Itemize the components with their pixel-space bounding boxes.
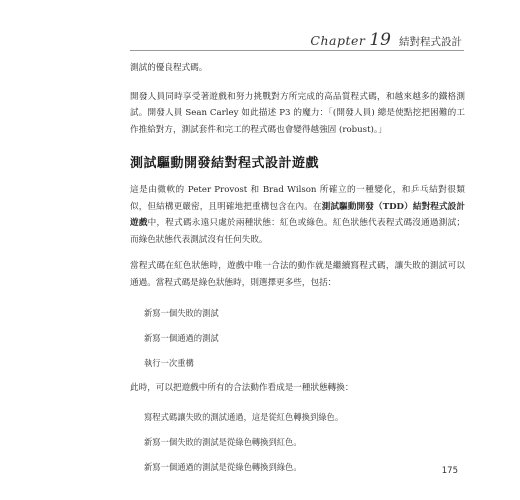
paragraph-2-text-b: 中，程式碼永遠只處於兩種狀態：紅色或綠色。紅色狀態代表程式碼沒通過測試；而綠色狀態代表測試沒有任何失敗。 bbox=[130, 218, 465, 245]
intro-line: 測試的優良程式碼。 bbox=[130, 63, 208, 73]
section-heading: 測試驅動開發結對程式設計遊戲 bbox=[130, 156, 320, 172]
page-number: 175 bbox=[441, 466, 458, 476]
paragraph-4: 此時，可以把遊戲中所有的合法動作看成是一種狀態轉換： bbox=[130, 382, 354, 393]
option-item: 新寫一個通過的測試 bbox=[144, 332, 219, 343]
paragraph-3: 當程式碼在紅色狀態時，遊戲中唯一合法的動作就是繼續寫程式碼，讓失敗的測試可以通過。當程式碼是綠色狀態時，則選擇更多些，包括： bbox=[130, 261, 465, 288]
option-item: 執行一次重構 bbox=[144, 357, 194, 368]
paragraph-1: 開發人員同時享受著遊戲和努力挑戰對方所完成的高品質程式碼，和越來越多的鐵格測試。開發人員 Sean Carley 如此描述 P3 的魔力：「(開發人員) 總是使點挖把困難的工作推給對方，測試套件和完工的程式碼也會變得越強固 (robust)。」 bbox=[130, 91, 465, 135]
page-body bbox=[130, 60, 465, 475]
paragraph-2-text-a: 這是由微軟的 Peter Provost 和 Brad Wilson 所確立的一種變化，和乒乓結對很類似，但結構更嚴密，且明確地把重構包含在內。在 bbox=[130, 184, 465, 212]
header-divider bbox=[130, 50, 464, 51]
transition-item: 新寫一個通過的測試是從綠色轉換到綠色。 bbox=[144, 462, 302, 473]
chapter-title: 結對程式設計 bbox=[399, 36, 462, 48]
chapter-label: Chapter bbox=[310, 33, 366, 48]
running-header bbox=[310, 30, 462, 50]
transition-item: 新寫一個失敗的測試是從綠色轉換到紅色。 bbox=[144, 437, 302, 448]
paragraph-2-bold-term: 測試驅動開發（TDD）結對程式設計遊戲 bbox=[130, 201, 465, 229]
chapter-number: 19 bbox=[369, 30, 391, 50]
option-item: 新寫一個失敗的測試 bbox=[144, 307, 219, 318]
transition-item: 寫程式碼讓失敗的測試通過，這是從紅色轉換到綠色。 bbox=[144, 412, 344, 423]
paragraph-2 bbox=[130, 182, 465, 248]
